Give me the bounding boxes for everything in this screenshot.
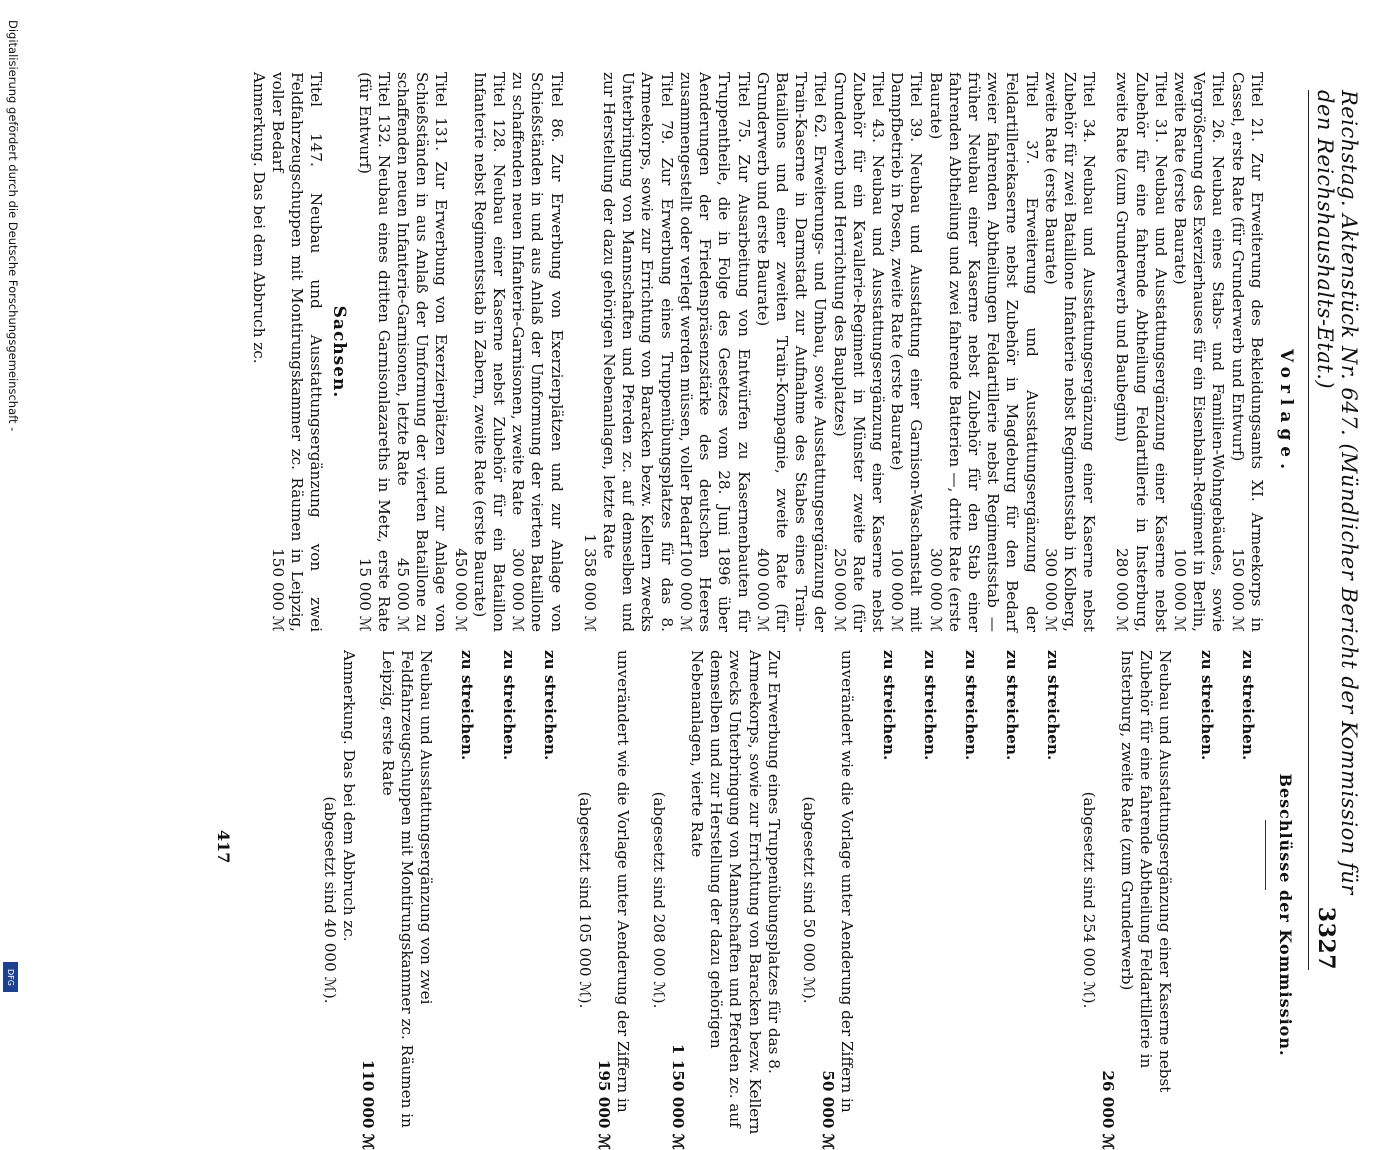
proposal-entry-text: Titel 128. Neubau einer Kaserne nebst Zubehör für ein Bataillon Infanterie nebst Regimentsstab in Zabern, zweite Rate (erste Baurate) — [470, 72, 509, 632]
proposal-entry — [676, 72, 753, 632]
proposal-entry-amount: 100 000 ℳ — [1170, 548, 1189, 632]
saxony-entry-amount: 150 000 ℳ — [268, 548, 287, 632]
proposal-entry-text: Titel 75. Zur Ausarbeitung von Entwürfen zu Kasernenbauten für Truppentheile, die in Folge des Gesetzes vom 28. Juni 1896 über Aenderungen der Friedenspräsenzstärke des deutschen Heeres zusammengestellt oder verlegt werden müssen, voller Bedarf — [676, 72, 753, 632]
proposal-entry-text: Titel 31. Neubau und Ausstattungsergänzung einer Kaserne nebst Zubehör für eine fahrende Abtheilung Feldartillerie in Insterburg, zweite Rate (zum Grunderwerb und Baubeginn) — [1113, 72, 1170, 632]
page-header — [1308, 90, 1361, 970]
proposal-entry-amount: 300 000 ℳ — [509, 548, 528, 632]
proposal-entry — [1041, 72, 1099, 632]
proposal-entry-amount: 100 000 ℳ — [888, 548, 907, 632]
proposal-entry — [1112, 72, 1170, 632]
decision-line: Neubau und Ausstattungsergänzung einer Kaserne nebst Zubehör für eine fahrende Abtheilung Feldartillerie in Insterburg, zweite Rate (zum Grunderwerb) — [1117, 650, 1175, 1093]
proposal-entry-amount: 300 000 ℳ — [926, 548, 945, 632]
decision-line: (abgesetzt sind 50 000 ℳ). — [799, 796, 818, 1004]
section-gap — [1098, 72, 1112, 632]
proposal-entry-amount: 150 000 ℳ — [1228, 548, 1247, 632]
decision-line: (abgesetzt sind 105 000 ℳ). — [575, 791, 594, 1009]
commission-column — [304, 650, 1303, 1150]
footer-number: 417 — [214, 830, 233, 864]
proposal-entry-amount: 280 000 ℳ — [1113, 548, 1132, 632]
decision-strike: zu streichen. — [1003, 650, 1022, 761]
proposal-entry-amount: 45 000 ℳ — [394, 557, 413, 632]
decision-line: 1 150 000 ℳ — [668, 1043, 687, 1150]
proposal-entry-amount: 100 000 ℳ — [676, 548, 695, 632]
proposal-entry — [1170, 72, 1228, 632]
decision-strike: zu streichen. — [1238, 650, 1257, 761]
decision-line: (abgesetzt sind 40 000 ℳ). — [321, 796, 340, 1004]
proposal-entry-text: Titel 62. Erweiterungs- und Umbau, sowie Ausstattungsergänzung der Train-Kaserne in Darmstadt zur Aufnahme des Stabes eines Train-Bataillons und einer zweiten Train-Kompagnie, zweite Rate (für Grunderwerb und erste Baurate) — [753, 72, 830, 632]
header-title: Reichstag. Aktenstück Nr. 647. (Mündlicher Bericht der Kommission für den Reichshaushalts-Etat.) — [1313, 90, 1361, 895]
heading-rule — [1265, 820, 1266, 890]
proposal-entry-amount: 400 000 ℳ — [753, 548, 772, 632]
proposal-entry-amount: 15 000 ℳ — [355, 557, 374, 632]
proposal-entry — [829, 72, 887, 632]
proposal-entry — [1227, 72, 1265, 632]
proposal-entry-text: Titel 34. Neubau und Ausstattungsergänzung einer Kaserne nebst Zubehör für zwei Bataillone Infanterie nebst Regimentsstab in Kolberg, zweite Rate (erste Baurate) — [1041, 72, 1099, 632]
decision-line: unverändert wie die Vorlage unter Aenderung der Ziffern in — [838, 650, 857, 1113]
section-gap — [566, 72, 580, 632]
commission-decisions — [320, 650, 1257, 1150]
saxony-heading: Sachsen. — [329, 305, 350, 399]
proposal-entry-text: Titel 131. Zur Erwerbung von Exerzierplätzen und zur Anlage von Schießständen in aus Anlaß der Umformung der vierten Bataillone zu schaffenden neuen Infanterie-Garnisonen, letzte Rate — [394, 72, 451, 632]
decision-strike: zu streichen. — [499, 650, 518, 761]
proposal-entry — [508, 72, 566, 632]
proposal-entry-amount: 300 000 ℳ — [1041, 548, 1060, 632]
decision-strike: zu streichen. — [920, 650, 939, 761]
dfg-sidebar — [0, 0, 22, 1000]
proposal-entry-text: Titel 79. Zur Erwerbung eines Truppenübungsplatzes für das 8. Armeekorps, sowie zur Errichtung von Baracken bezw. Kellern zwecks Unterbringung von Mannschaften und Pferden zc. auf demselben und zur Herstellung der dazu gehörigen Nebenanlagen, letzte Rate — [600, 72, 676, 632]
decision-line: 110 000 ℳ — [359, 1059, 378, 1150]
dfg-credit-text: Digitalisierung gefördert durch die Deutsche Forschungsgemeinschaft - — [6, 20, 20, 432]
decision-line: (abgesetzt sind 254 000 ℳ). — [1079, 791, 1098, 1009]
decision-line: Zur Erwerbung eines Truppenübungsplatzes für das 8. Armeekorps, sowie zur Errichtung von Baracken bezw. Kellern zwecks Unterbringung von Mannschaften und Pferden zc. auf demselben und zur Herstellung der dazu gehörigen Nebenanlagen, vierte Rate — [687, 650, 783, 1135]
proposal-entry — [450, 72, 508, 632]
proposal-entry — [580, 72, 676, 632]
proposal-entry — [354, 72, 392, 632]
proposal-entry-text: Titel 26. Neubau eines Stabs- und Familien-Wohngebäudes, sowie Vergrößerung des Exerzierhauses für ein Eisenbahn-Regiment in Berlin, zweite Rate (erste Baurate) — [1170, 72, 1228, 632]
proposal-entry-text: Titel 21. Zur Erweiterung des Bekleidungsamts XI. Armeekorps in Cassel, erste Rate (für Grunderwerb und Entwurf) — [1228, 72, 1266, 632]
decision-line: (abgesetzt sind 208 000 ℳ). — [649, 791, 668, 1009]
decision-strike: zu streichen. — [1197, 650, 1216, 761]
decision-strike: zu streichen. — [540, 650, 559, 761]
proposal-entry — [753, 72, 830, 632]
decision-line: 26 000 ℳ — [1098, 1070, 1117, 1150]
saxony-entry — [248, 72, 325, 632]
proposal-heading: Vorlage. — [1276, 348, 1296, 476]
proposal-entry-amount: 450 000 ℳ — [451, 548, 470, 632]
proposal-entry-amount: 250 000 ℳ — [830, 548, 849, 632]
decision-strike: zu streichen. — [1044, 650, 1063, 761]
dfg-logo: DFG — [3, 962, 18, 992]
commission-heading: Beschlüsse der Kommission. — [1276, 773, 1295, 1057]
proposal-entry-text: Titel 132. Neubau eines dritten Garnisonlazareths in Metz, erste Rate (für Entwurf) — [355, 72, 393, 632]
proposal-entry — [925, 72, 1040, 632]
saxony-entry-text: Titel 147. Neubau und Ausstattungsergänzung von zwei Feldfahrzeugschuppen mit Montirungskammer zc. Räumen in Leipzig, voller Bedarf — [268, 72, 326, 632]
proposal-entries — [354, 72, 1265, 632]
proposal-entry — [887, 72, 925, 632]
proposal-entry-amount: 1 358 000 ℳ — [580, 533, 599, 632]
proposal-entry-text: Titel 39. Neubau und Ausstattung einer Garnison-Waschanstalt mit Dampfbetrieb in Posen, zweite Rate (erste Baurate) — [888, 72, 926, 632]
proposal-entry-text: Titel 37. Erweiterung und Ausstattungsergänzung der Feldartilleriekaserne nebst Zubehör in Magdeburg für den Bedarf zweier fahrenden Abtheilungen Feldartillerie nebst Regimentsstab — früher Neubau einer Kaserne nebst Zubehör für den Stab einer fahrenden Abtheilung und zwei fahrende Batterien —, dritte Rate (erste Baurate) — [926, 72, 1041, 632]
decision-line: unverändert wie die Vorlage unter Aenderung der Ziffern in — [614, 650, 633, 1113]
decision-line: 195 000 ℳ — [595, 1059, 614, 1150]
proposal-column — [248, 72, 1303, 632]
saxony-entry-note: Anmerkung. Das bei dem Abbruch zc. — [249, 72, 268, 364]
decision-strike: zu streichen. — [961, 650, 980, 761]
proposal-entry — [393, 72, 451, 632]
decision-strike: zu streichen. — [458, 650, 477, 761]
decision-line: Neubau und Ausstattungsergänzung von zwei Feldfahrzeugschuppen mit Montirungskammer zc. Räumen in Leipzig, erste Rate — [378, 650, 436, 1128]
decision-line: 50 000 ℳ — [819, 1070, 838, 1150]
decision-strike: zu streichen. — [879, 650, 898, 761]
proposal-entry-text: Titel 43. Neubau und Ausstattungsergänzung einer Kaserne nebst Zubehör für ein Kavallerie-Regiment in Münster zweite Rate (für Grunderwerb und Herrichtung des Bauplatzes) — [830, 72, 887, 632]
page-number: 3327 — [1313, 906, 1339, 970]
proposal-entry-text: Titel 86. Zur Erwerbung von Exerzierplätzen und zur Anlage von Schießständen in und aus Anlaß der Umformung der vierten Bataillone zu schaffenden neuen Infanterie-Garnisonen, zweite Rate — [509, 72, 566, 632]
decision-line: Anmerkung. Das bei dem Abbruch zc. — [340, 650, 359, 942]
